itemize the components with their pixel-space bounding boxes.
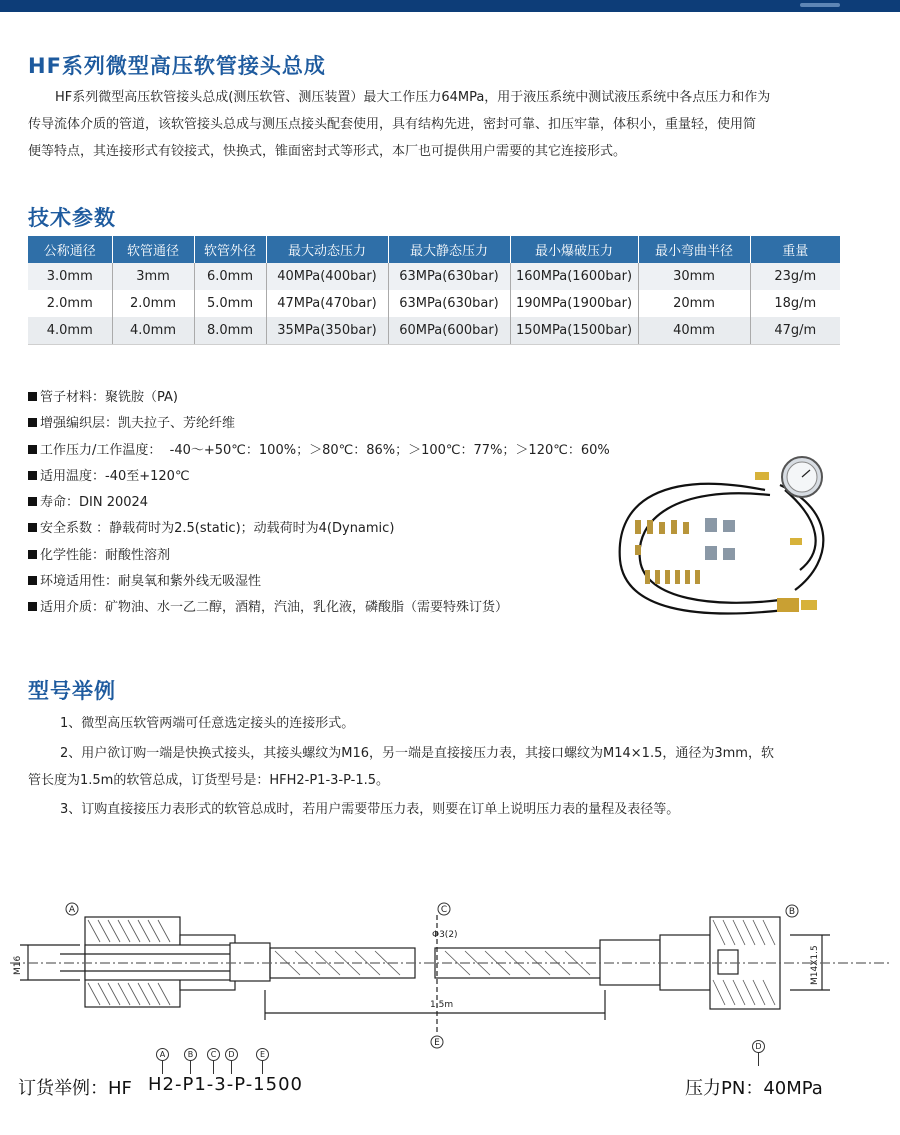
- col-header: 最小爆破压力: [510, 236, 638, 263]
- example-line-2b: 管长度为1.5m的软管总成，订货型号是：HFH2-P1-3-P-1.5。: [28, 773, 390, 788]
- list-item: [28, 490, 610, 516]
- bullet-square-icon: [28, 392, 37, 401]
- order-example-code: H2-P1-3-P-1500: [148, 1074, 303, 1095]
- table-cell: 40mm: [638, 317, 750, 345]
- table-cell: 60MPa(600bar): [388, 317, 510, 345]
- example-line-2a: 2、用户欲订购一端是快换式接头，其接头螺纹为M16，另一端是直接接压力表，其接口螺纹为M14×1.5，通径为3mm，软: [60, 746, 774, 761]
- col-header: 最小弯曲半径: [638, 236, 750, 263]
- intro-line-2: 传导流体介质的管道，该软管接头总成与测压点接头配套使用，具有结构先进，密封可靠、扣压牢靠，体积小，重量轻，使用简: [28, 117, 757, 132]
- table-cell: 8.0mm: [194, 317, 266, 345]
- table-row: [28, 317, 840, 345]
- table-cell: 150MPa(1500bar): [510, 317, 638, 345]
- intro-line-1: HF系列微型高压软管接头总成(测压软管、测压装置）最大工作压力64MPa，用于液压系统中测试液压系统中各点压力和作为: [55, 90, 771, 105]
- list-item: [28, 438, 610, 464]
- property-text: 寿命：DIN 20024: [40, 495, 149, 511]
- bullet-square-icon: [28, 550, 37, 559]
- property-list: [28, 385, 610, 622]
- property-text: 适用温度：-40至+120℃: [40, 468, 190, 484]
- bullet-square-icon: [28, 445, 37, 454]
- table-cell: 160MPa(1600bar): [510, 263, 638, 290]
- order-example-label: 订货举例：HF: [18, 1078, 132, 1099]
- table-cell: 4.0mm: [112, 317, 194, 345]
- pn-mark-d: D: [752, 1040, 765, 1053]
- intro-line-3: 便等特点，其连接形式有铰接式，快换式，锥面密封式等形式，本厂也可提供用户需要的其它连接形式。: [28, 144, 627, 159]
- list-item: [28, 411, 610, 437]
- order-mark-b: B: [184, 1048, 197, 1061]
- product-photo: [605, 450, 845, 635]
- list-item: [28, 385, 610, 411]
- table-header-row: [28, 236, 840, 263]
- drawing-mark-b: B: [788, 907, 796, 917]
- table-cell: 3.0mm: [28, 263, 112, 290]
- list-item: [28, 543, 610, 569]
- table-cell: 2.0mm: [112, 290, 194, 317]
- top-bar: [0, 0, 900, 12]
- property-text: 适用介质：矿物油、水一乙二醇，酒精，汽油，乳化液，磷酸脂（需要特殊订货）: [40, 600, 509, 616]
- order-mark-stem: [262, 1060, 263, 1074]
- table-row: [28, 290, 840, 317]
- table-cell: 20mm: [638, 290, 750, 317]
- table-cell: 47g/m: [750, 317, 840, 345]
- drawing-m16-label: M16: [13, 955, 23, 975]
- col-header: 软管通径: [112, 236, 194, 263]
- property-text: 增强编织层：凯夫拉子、芳纶纤维: [40, 416, 236, 432]
- tech-title: 技术参数: [28, 206, 116, 230]
- property-text: 管子材料：聚铣胺（PA): [40, 390, 178, 405]
- order-mark-e: E: [256, 1048, 269, 1061]
- pn-mark-stem: [758, 1052, 759, 1066]
- drawing-phi-label: Φ3(2): [432, 930, 458, 940]
- drawing-mark-e: E: [434, 1038, 440, 1048]
- bullet-square-icon: [28, 471, 37, 480]
- example-line-1: 1、微型高压软管两端可任意选定接头的连接形式。: [60, 716, 355, 731]
- list-item: [28, 569, 610, 595]
- order-mark-stem: [231, 1060, 232, 1074]
- table-row: [28, 263, 840, 290]
- drawing-mark-a: A: [68, 905, 76, 915]
- col-header: 最大动态压力: [266, 236, 388, 263]
- property-text: 工作压力/工作温度： -40～+50℃：100%；＞80℃：86%；＞100℃：77%；＞120℃：60%: [40, 442, 610, 458]
- order-mark-d: D: [225, 1048, 238, 1061]
- hose-assembly-drawing: [0, 895, 900, 1055]
- order-mark-stem: [190, 1060, 191, 1074]
- examples-title: 型号举例: [28, 679, 116, 703]
- col-header: 最大静态压力: [388, 236, 510, 263]
- col-header: 重量: [750, 236, 840, 263]
- table-cell: 35MPa(350bar): [266, 317, 388, 345]
- order-mark-stem: [162, 1060, 163, 1074]
- table-cell: 4.0mm: [28, 317, 112, 345]
- order-mark-a: A: [156, 1048, 169, 1061]
- table-cell: 40MPa(400bar): [266, 263, 388, 290]
- table-cell: 63MPa(630bar): [388, 263, 510, 290]
- spec-table: [28, 236, 840, 345]
- table-cell: 30mm: [638, 263, 750, 290]
- table-cell: 5.0mm: [194, 290, 266, 317]
- drawing-m14-label: M14X1.5: [810, 945, 820, 985]
- table-cell: 23g/m: [750, 263, 840, 290]
- table-cell: 6.0mm: [194, 263, 266, 290]
- bullet-square-icon: [28, 602, 37, 611]
- list-item: [28, 516, 610, 542]
- table-cell: 18g/m: [750, 290, 840, 317]
- col-header: 软管外径: [194, 236, 266, 263]
- drawing-length-label: 1.5m: [430, 1000, 454, 1010]
- page-title: HF系列微型高压软管接头总成: [28, 54, 326, 78]
- property-text: 化学性能：耐酸性溶剂: [40, 547, 171, 563]
- table-cell: 190MPa(1900bar): [510, 290, 638, 317]
- bullet-square-icon: [28, 576, 37, 585]
- table-cell: 2.0mm: [28, 290, 112, 317]
- col-header: 公称通径: [28, 236, 112, 263]
- bullet-square-icon: [28, 523, 37, 532]
- table-cell: 47MPa(470bar): [266, 290, 388, 317]
- drawing-mark-c: C: [440, 905, 448, 915]
- property-text: 环境适用性：耐臭氧和紫外线无吸湿性: [40, 574, 262, 590]
- property-text: 安全系数 ：静载荷时为2.5(static)；动载荷时为4(Dynamic): [40, 521, 395, 537]
- list-item: [28, 595, 610, 621]
- example-line-3: 3、订购直接接压力表形式的软管总成时，若用户需要带压力表，则要在订单上说明压力表的量程及表径等。: [60, 802, 680, 817]
- order-mark-c: C: [207, 1048, 220, 1061]
- order-mark-stem: [213, 1060, 214, 1074]
- bullet-square-icon: [28, 418, 37, 427]
- table-cell: 3mm: [112, 263, 194, 290]
- bullet-square-icon: [28, 497, 37, 506]
- pressure-pn: 压力PN：40MPa: [685, 1078, 823, 1099]
- table-cell: 63MPa(630bar): [388, 290, 510, 317]
- list-item: [28, 464, 610, 490]
